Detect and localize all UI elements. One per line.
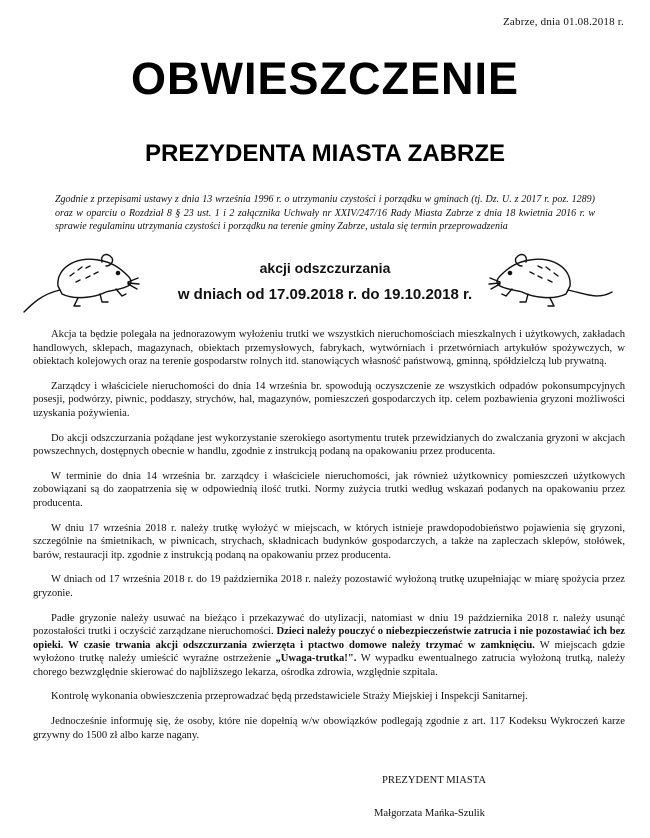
paragraph-scope: Akcja ta będzie polegała na jednorazowym wyłożeniu trutki we wszystkich nieruchomościach mieszkalnych i użytkowych, zakładach handlowych, sklepach, magazynach, obiektach przemysłowych, fabrykach, wytwórniach i przetwórniach artykułów spożywczych, w obiektach kolejowych oraz na terenie gospodarstw rolnych itd. stanowiących własność państwową, gminną, spółdzielczą lub prywatną. <box>33 329 625 368</box>
paragraph-cleaning: Zarządcy i właściciele nieruchomości do dnia 14 września br. spowodują oczyszczenie ze wszystkich odpadów pokonsumpcyjnych posesji, podwórzy, piwnic, poddaszy, strychów, hal, magazynów, pomieszczeń gospodarczych itp. celem pozbawienia gryzoni możliwości uzyskania pożywienia. <box>33 380 625 419</box>
paragraph-poisons: Do akcji odszczurzania pożądane jest wykorzystanie szerokiego asortymentu trutek przewidzianych do zwalczania gryzoni w akcjach powszechnych, dostępnych obecnie w handlu, zgodnie z instrukcją podaną na opakowaniu przez producenta. <box>33 432 625 458</box>
rat-illustration-right-icon <box>486 246 616 316</box>
notice-body <box>33 328 625 753</box>
safety-poisoning-text: W wypadku ewentualnego zatrucia wyłożoną trutką, należy chorego bezwzględnie skierować do najbliższego lekarza, ośrodka zdrowia, względnie szpitala. <box>33 653 626 678</box>
rat-illustration-left-icon <box>20 246 140 316</box>
document-date: Zabrze, dnia 01.08.2018 r. <box>503 16 624 28</box>
signatory-name: Małgorzata Mańka-Szulik <box>374 808 485 819</box>
legal-basis-intro: Zgodnie z przepisami ustawy z dnia 13 września 1996 r. o utrzymaniu czystości i porządku w gminach (tj. Dz. U. z 2017 r. poz. 1289) oraz w oparciu o Rozdział 8 § 23 ust. 1 i 2 załącznika Uchwały nr XXIV/247/16 Rady Miasta Zabrze z dnia 18 kwietnia 2016 r. w sprawie regulaminu utrzymania czystości i porządku na terenie gminy Zabrze, ustala się termin przeprowadzenia <box>55 194 595 232</box>
paragraph-penalty: Jednocześnie informuję się, że osoby, które nie dopełnią w/w obowiązków podlegają zgodnie z art. 117 Kodeksu Wykroczeń karze grzywny do 1500 zł albo karze nagany. <box>33 716 625 741</box>
safety-warning-text: Dzieci należy pouczyć o niebezpieczeństwie zatrucia i nie pozostawiać ich bez opieki. W czasie trwania akcji odszczurzania zwierzęta i ptactwo domowe należy trzymać w zamknięciu. <box>33 626 625 651</box>
action-dates: w dniach od 17.09.2018 r. do 19.10.2018 r. <box>177 286 473 303</box>
safety-disposal-text: Padłe gryzonie należy usuwać na bieżąco i przekazywać do utylizacji, natomiast w dniu 19 października 2018 r. należy usunąć pozostałości trutki i oczyścić zarządzane nieruchomości. <box>33 612 625 638</box>
paragraph-safety <box>33 612 625 680</box>
paragraph-control: Kontrolę wykonania obwieszczenia przeprowadzać będą przedstawiciele Straży Miejskiej i Inspekcji Sanitarnej. <box>51 691 528 703</box>
action-name: akcji odszczurzania <box>259 260 391 276</box>
paragraph-supply: W terminie do dnia 14 września br. zarządcy i właściciele nieruchomości, jak również użytkownicy pomieszczeń użytkowych zobowiązani są do zaopatrzenia się w odpowiednią ilość trutki. Normy zużycia trutki według wskazań podanych na opakowaniu przez producenta. <box>33 470 625 509</box>
document-title: OBWIESZCZENIE <box>130 53 519 104</box>
signatory-role: PREZYDENT MIASTA <box>382 775 487 786</box>
paragraph-placement: W dniu 17 września 2018 r. należy trutkę wyłożyć w miejscach, w których istnieje prawdopodobieństwo pojawienia się gryzoni, szczególnie na śmietnikach, w piwnicach, strychach, składnicach budynków gospodarczych, a także na zapleczach sklepów, stołówek, barów, restauracji itp. zgodnie z instrukcją podaną na opakowaniu przez producenta. <box>33 522 625 561</box>
safety-signage-text: W miejscach gdzie wyłożono trutkę należy umieścić wyraźne ostrzeżenie <box>33 639 626 665</box>
document-subtitle: PREZYDENTA MIASTA ZABRZE <box>145 140 505 167</box>
paragraph-duration: W dniach od 17 września 2018 r. do 19 października 2018 r. należy pozostawić wyłożoną trutkę uzupełniając w miarę spożycia przez gryzonie. <box>33 574 625 599</box>
warning-sign-text: „Uwaga-trutka!". <box>275 653 357 665</box>
